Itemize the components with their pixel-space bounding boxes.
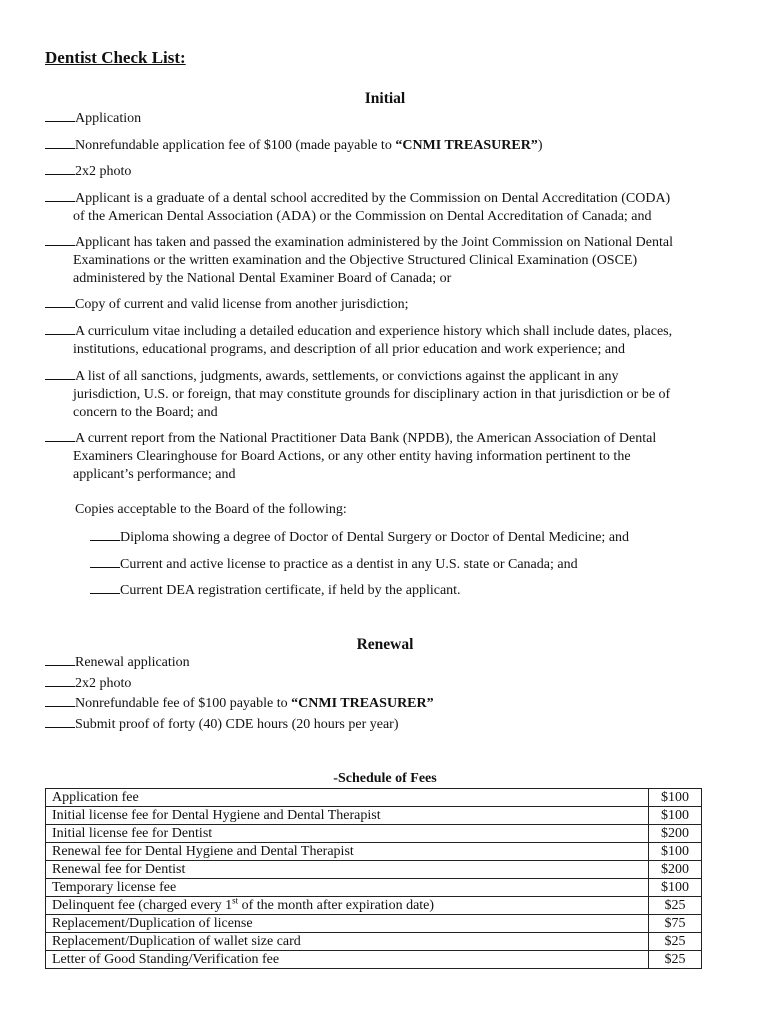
checklist-item-dental-school: Applicant is a graduate of a dental school accredited by the Commission on Dental Accreditation (CODA) of the American Dental Association (ADA) or the Commission on Dental Accreditation of Canada; and — [45, 189, 730, 226]
table-row: Replacement/Duplication of license $75 — [46, 915, 702, 933]
blank-line[interactable] — [45, 136, 75, 149]
renewal-item-fee: Nonrefundable fee of $100 payable to “CNMI TREASURER” — [45, 694, 434, 715]
table-row: Initial license fee for Dental Hygiene and Dental Therapist $100 — [46, 807, 702, 825]
blank-line[interactable] — [90, 528, 120, 541]
checklist-item-sanctions: A list of all sanctions, judgments, awards, settlements, or convictions against the applicant in any jurisdiction, U.S. or foreign, that may constitute grounds for disciplinary action in that jurisdiction or be of concern to the Board; and — [45, 367, 730, 422]
blank-line[interactable] — [45, 189, 75, 202]
renewal-item-photo: 2x2 photo — [45, 674, 434, 695]
blank-line[interactable] — [45, 367, 75, 380]
blank-line[interactable] — [45, 715, 75, 728]
checklist-item-npdb-report: A current report from the National Practitioner Data Bank (NPDB), the American Association of Dental Examiners Clearinghouse for Board Actions, or any other entity having information pertinent to the applicant’s performance; and — [45, 429, 730, 484]
blank-line[interactable] — [45, 233, 75, 246]
blank-line[interactable] — [45, 162, 75, 175]
table-row: Renewal fee for Dental Hygiene and Dental Therapist $100 — [46, 843, 702, 861]
copies-item-diploma: Diploma showing a degree of Doctor of Dental Surgery or Doctor of Dental Medicine; and — [90, 528, 730, 547]
page-title: Dentist Check List: — [45, 48, 186, 67]
renewal-list — [45, 653, 434, 735]
checklist-item-examination: Applicant has taken and passed the examination administered by the Joint Commission on National Dental Examinations or the written examination and the Objective Structured Clinical Examination (OSCE) administered by the National Dental Examiner Board of Canada; or — [45, 233, 730, 288]
table-row: Application fee $100 — [46, 789, 702, 807]
table-row: Renewal fee for Dentist $200 — [46, 861, 702, 879]
checklist-item-application: Application — [45, 109, 730, 128]
fees-table — [45, 788, 702, 969]
table-row: Initial license fee for Dentist $200 — [46, 825, 702, 843]
renewal-item-application: Renewal application — [45, 653, 434, 674]
blank-line[interactable] — [45, 429, 75, 442]
table-row: Replacement/Duplication of wallet size card $25 — [46, 933, 702, 951]
initial-heading: Initial — [364, 90, 406, 107]
copies-item-dea: Current DEA registration certificate, if held by the applicant. — [90, 581, 730, 600]
copies-item-license: Current and active license to practice as a dentist in any U.S. state or Canada; and — [90, 555, 730, 574]
blank-line[interactable] — [45, 674, 75, 687]
checklist-item-cv: A curriculum vitae including a detailed education and experience history which shall include dates, places, institutions, educational programs, and description of all prior education and work experience; and — [45, 322, 730, 359]
checklist-item-photo: 2x2 photo — [45, 162, 730, 181]
checklist-item-application-fee: Nonrefundable application fee of $100 (made payable to “CNMI TREASURER”) — [45, 136, 730, 155]
blank-line[interactable] — [90, 581, 120, 594]
payee-name: “CNMI TREASURER” — [291, 696, 434, 711]
blank-line[interactable] — [45, 295, 75, 308]
copies-label: Copies acceptable to the Board of the following: — [75, 502, 347, 517]
renewal-item-cde-hours: Submit proof of forty (40) CDE hours (20 hours per year) — [45, 715, 434, 736]
payee-name: “CNMI TREASURER” — [395, 138, 538, 153]
blank-line[interactable] — [45, 653, 75, 666]
fees-title: -Schedule of Fees — [333, 771, 437, 786]
table-row: Temporary license fee $100 — [46, 879, 702, 897]
blank-line[interactable] — [45, 109, 75, 122]
blank-line[interactable] — [90, 555, 120, 568]
table-row: Letter of Good Standing/Verification fee $25 — [46, 951, 702, 969]
table-row: Delinquent fee (charged every 1st of the month after expiration date) $25 — [46, 897, 702, 915]
checklist-item-license-copy: Copy of current and valid license from another jurisdiction; — [45, 295, 730, 314]
blank-line[interactable] — [45, 322, 75, 335]
renewal-heading: Renewal — [356, 636, 414, 653]
blank-line[interactable] — [45, 694, 75, 707]
